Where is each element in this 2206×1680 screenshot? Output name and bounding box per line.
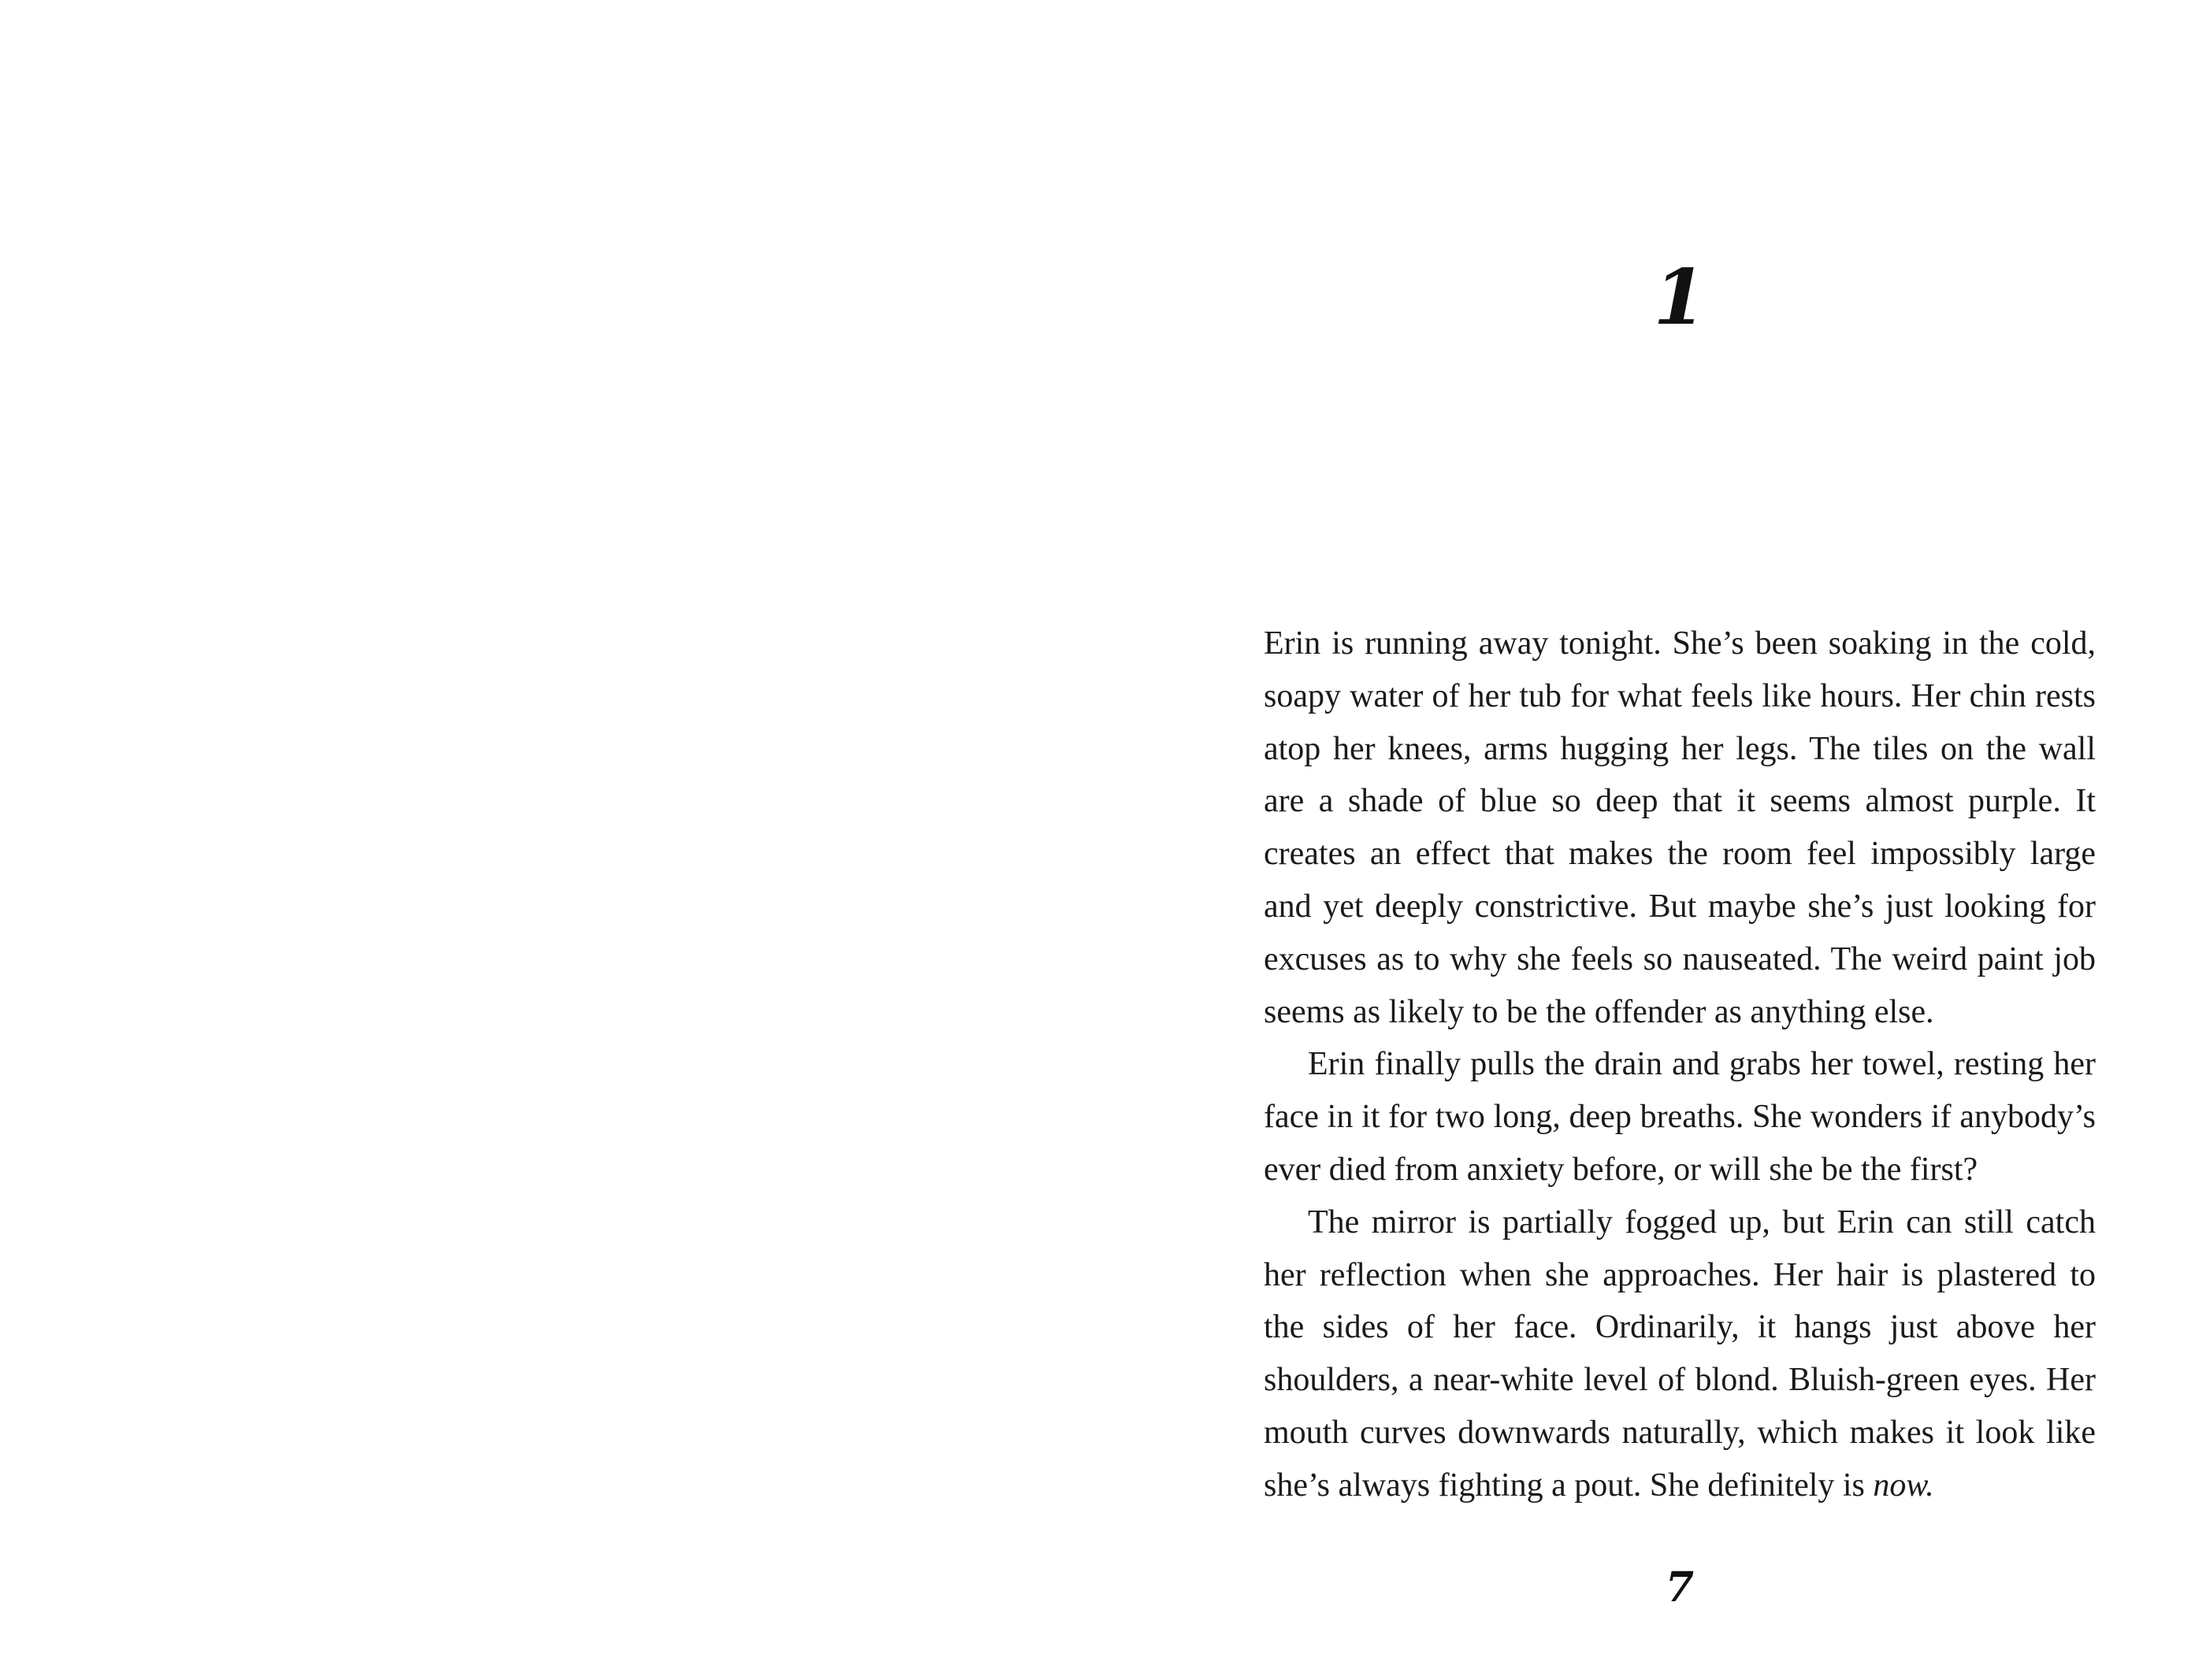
paragraph-3-text: The mirror is partially fogged up, but Erin can still catch her reflection when she approaches. Her hair is plastered to the sides of her face. Ordinarily, it hangs just above her shoulders, a near-white level of blond. Bluish-green eyes. Her mouth curves downwards naturally, which makes it look like she’s always fighting a pout. She definitely is: [1264, 1203, 2096, 1504]
page-number: 7: [1665, 1563, 1695, 1611]
paragraph-1: Erin is running away tonight. She’s been soaking in the cold, soapy water of her tub for what feels like hours. Her chin rests atop her knees, arms hugging her legs. The tiles on the wall are a shade of blue so deep that it seems almost purple. It creates an effect that makes the room feel impossibly large and yet deeply constrictive. But maybe she’s just looking for excuses as to why she feels so nauseated. The weird paint job seems as likely to be the offender as anything else.: [1264, 625, 2096, 1030]
chapter-body: [1264, 617, 2096, 1512]
paragraph-3-emphasis: now.: [1873, 1467, 1934, 1504]
paragraph-3: [1264, 1196, 2096, 1512]
chapter-number: 1: [1653, 253, 1706, 342]
paragraph-2: Erin finally pulls the drain and grabs her towel, resting her face in it for two long, deep breaths. She wonders if anybody’s ever died from anxiety before, or will she be the first?: [1264, 1046, 2096, 1188]
